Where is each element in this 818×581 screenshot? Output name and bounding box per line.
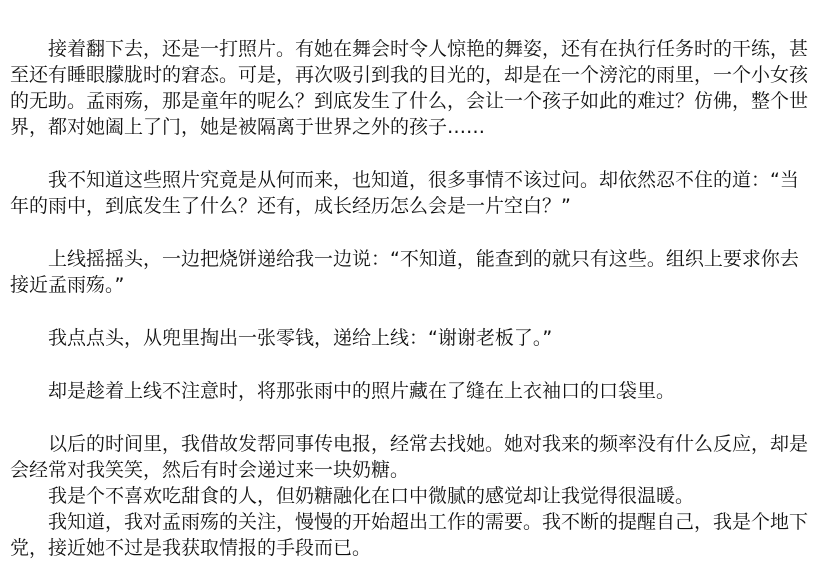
paragraph: 却是趁着上线不注意时，将那张雨中的照片藏在了缝在上衣袖口的口袋里。 [48,380,676,402]
paragraph-gap [10,351,808,378]
paragraph: 我点点头，从兜里掏出一张零钱，递给上线：“谢谢老板了。” [48,327,553,349]
document-body [10,36,808,561]
paragraph: 我是个不喜欢吃甜食的人，但奶糖融化在口中微腻的感觉却让我觉得很温暖。 [48,485,695,507]
paragraph-gap [10,140,808,167]
paragraph-gap [10,404,808,431]
paragraph-gap [10,298,808,325]
paragraph: 我不知道这些照片究竟是从何而来，也知道，很多事情不该过问。却依然忍不住的道：“当年的雨中，到底发生了什么？还有，成长经历怎么会是一片空白？” [10,169,799,217]
paragraph: 以后的时间里，我借故发帮同事传电报，经常去找她。她对我来的频率没有什么反应，却是会经常对我笑笑，然后有时会递过来一块奶糖。 [10,433,809,481]
paragraph: 上线摇摇头，一边把烧饼递给我一边说：“不知道，能查到的就只有这些。组织上要求你去接近孟雨殇。” [10,248,799,296]
paragraph-gap [10,219,808,246]
paragraph: 接着翻下去，还是一打照片。有她在舞会时令人惊艳的舞姿，还有在执行任务时的干练，甚至还有睡眼朦胧时的窘态。可是，再次吸引到我的目光的，却是在一个滂沱的雨里，一个小女孩的无助。孟雨殇，那是童年的呢么？到底发生了什么，会让一个孩子如此的难过？仿佛，整个世界，都对她阖上了门，她是被隔离于世界之外的孩子…… [10,38,809,138]
paragraph: 我知道，我对孟雨殇的关注，慢慢的开始超出工作的需要。我不断的提醒自己，我是个地下党，接近她不过是我获取情报的手段而已。 [10,511,809,559]
